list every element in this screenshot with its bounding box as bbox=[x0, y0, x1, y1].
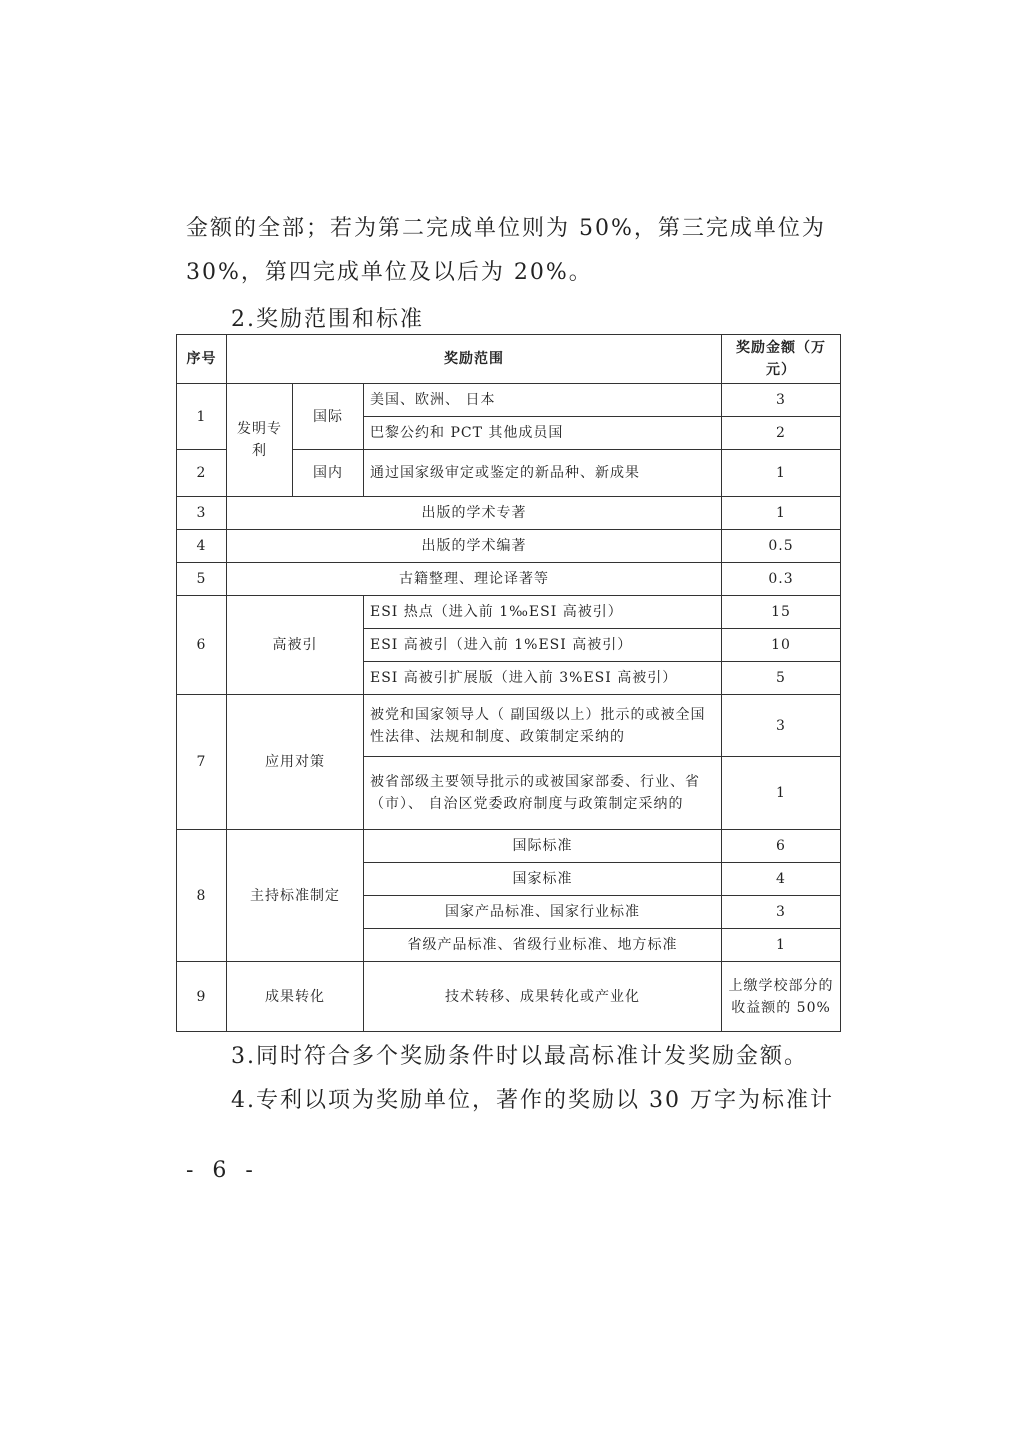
amount-cell: 1 bbox=[722, 450, 841, 497]
item-cell: 国际标准 bbox=[364, 830, 722, 863]
table-header-row bbox=[177, 335, 841, 384]
table-row bbox=[177, 497, 841, 530]
header-amount: 奖励金额（万元） bbox=[722, 335, 841, 384]
item-cell: 被省部级主要领导批示的或被国家部委、行业、省（市）、 自治区党委政府制度与政策制定采纳的 bbox=[364, 757, 722, 830]
section-2-title: 2.奖励范围和标准 bbox=[231, 307, 424, 332]
seq-cell: 8 bbox=[177, 830, 227, 962]
item-cell: 被党和国家领导人（ 副国级以上）批示的或被全国性法律、法规和制度、政策制定采纳的 bbox=[364, 695, 722, 757]
table-row bbox=[177, 695, 841, 757]
category-cell: 高被引 bbox=[227, 596, 364, 695]
header-seq: 序号 bbox=[177, 335, 227, 384]
domestic-cell: 国内 bbox=[293, 450, 364, 497]
amount-cell: 3 bbox=[722, 896, 841, 929]
item-cell: 巴黎公约和 PCT 其他成员国 bbox=[364, 417, 722, 450]
table-row bbox=[177, 530, 841, 563]
seq-cell: 5 bbox=[177, 563, 227, 596]
seq-cell: 3 bbox=[177, 497, 227, 530]
amount-cell: 3 bbox=[722, 695, 841, 757]
item-cell: 古籍整理、理论译著等 bbox=[227, 563, 722, 596]
point-3: 3.同时符合多个奖励条件时以最高标准计发奖励金额。 bbox=[231, 1044, 808, 1069]
item-cell: 出版的学术专著 bbox=[227, 497, 722, 530]
amount-cell: 1 bbox=[722, 757, 841, 830]
seq-cell: 6 bbox=[177, 596, 227, 695]
page-number: - 6 - bbox=[186, 1158, 259, 1183]
invention-patent-cell: 发明专利 bbox=[227, 384, 293, 497]
amount-cell: 2 bbox=[722, 417, 841, 450]
intro-line-1: 金额的全部；若为第二完成单位则为 50%，第三完成单位为 bbox=[186, 216, 826, 241]
amount-cell: 4 bbox=[722, 863, 841, 896]
amount-cell: 6 bbox=[722, 830, 841, 863]
table-row bbox=[177, 962, 841, 1032]
amount-cell: 0.3 bbox=[722, 563, 841, 596]
seq-cell: 2 bbox=[177, 450, 227, 497]
item-cell: 出版的学术编著 bbox=[227, 530, 722, 563]
category-cell: 主持标准制定 bbox=[227, 830, 364, 962]
award-table bbox=[176, 334, 841, 1032]
international-cell: 国际 bbox=[293, 384, 364, 450]
category-cell: 成果转化 bbox=[227, 962, 364, 1032]
item-cell: 省级产品标准、省级行业标准、地方标准 bbox=[364, 929, 722, 962]
point-4: 4.专利以项为奖励单位，著作的奖励以 30 万字为标准计 bbox=[231, 1088, 834, 1113]
item-cell: 国家标准 bbox=[364, 863, 722, 896]
amount-cell: 0.5 bbox=[722, 530, 841, 563]
category-cell: 应用对策 bbox=[227, 695, 364, 830]
seq-cell: 4 bbox=[177, 530, 227, 563]
amount-cell: 1 bbox=[722, 929, 841, 962]
table-row bbox=[177, 830, 841, 863]
seq-cell: 9 bbox=[177, 962, 227, 1032]
amount-cell: 15 bbox=[722, 596, 841, 629]
table-row bbox=[177, 384, 841, 417]
seq-cell: 1 bbox=[177, 384, 227, 450]
amount-cell: 5 bbox=[722, 662, 841, 695]
item-cell: ESI 热点（进入前 1‰ESI 高被引） bbox=[364, 596, 722, 629]
item-cell: ESI 高被引（进入前 1%ESI 高被引） bbox=[364, 629, 722, 662]
amount-cell: 1 bbox=[722, 497, 841, 530]
header-scope: 奖励范围 bbox=[227, 335, 722, 384]
amount-cell: 3 bbox=[722, 384, 841, 417]
item-cell: ESI 高被引扩展版（进入前 3%ESI 高被引） bbox=[364, 662, 722, 695]
amount-cell: 上缴学校部分的收益额的 50% bbox=[722, 962, 841, 1032]
item-cell: 国家产品标准、国家行业标准 bbox=[364, 896, 722, 929]
item-cell: 美国、欧洲、 日本 bbox=[364, 384, 722, 417]
item-cell: 通过国家级审定或鉴定的新品种、新成果 bbox=[364, 450, 722, 497]
intro-line-2: 30%，第四完成单位及以后为 20%。 bbox=[186, 260, 593, 285]
table-row bbox=[177, 563, 841, 596]
item-cell: 技术转移、成果转化或产业化 bbox=[364, 962, 722, 1032]
table-row bbox=[177, 596, 841, 629]
amount-cell: 10 bbox=[722, 629, 841, 662]
seq-cell: 7 bbox=[177, 695, 227, 830]
